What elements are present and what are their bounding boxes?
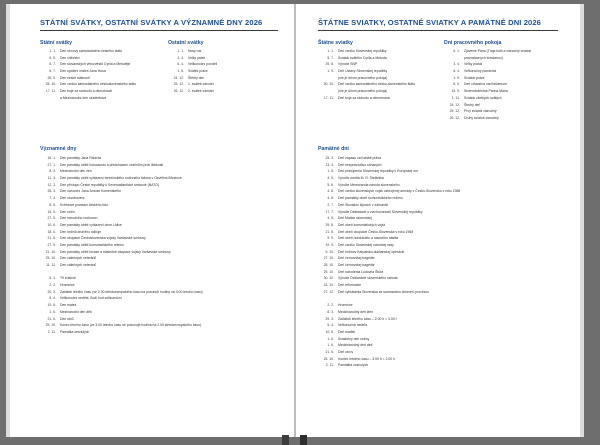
item-date: 4. 5.	[327, 176, 334, 181]
item-text: Den národního rozhovoru	[60, 216, 99, 221]
item-text: Velký pátek	[188, 55, 206, 60]
item-date: 1. 5.	[177, 69, 184, 74]
list-item	[444, 55, 570, 62]
list-item	[40, 175, 280, 182]
item-date: 18. 6.	[47, 229, 56, 234]
list-item	[318, 175, 568, 182]
item-text: 1. svátek vánoční	[188, 82, 215, 87]
list-item	[168, 68, 278, 75]
list-item	[318, 356, 568, 363]
item-text: Den hrdinů druhého odboje	[60, 229, 102, 234]
vyznamne-dny-heading: Významné dny	[40, 146, 77, 152]
list-item	[40, 229, 280, 236]
item-date: 1. 9.	[327, 69, 334, 74]
list-item	[318, 289, 568, 296]
list-item	[318, 68, 440, 75]
item-date: 13. 4.	[325, 162, 334, 167]
list-item	[40, 81, 166, 88]
item-text: a Mezinárodní den studentstva	[60, 95, 107, 100]
pamatne-dni-list	[318, 155, 568, 369]
item-date: 6. 10.	[325, 249, 334, 254]
list-item	[40, 242, 280, 249]
item-text: Medzinárodný deň žien	[338, 309, 374, 314]
item-date: 2. 11.	[47, 329, 56, 334]
list-item	[318, 302, 568, 309]
item-date: 21. 8.	[325, 229, 334, 234]
item-text: Deň matiek	[338, 329, 356, 334]
list-item	[40, 182, 280, 189]
item-text: Památka zesnulých	[60, 329, 90, 334]
left-page	[10, 4, 294, 437]
pamatne-dni-heading: Pamätné dni	[318, 146, 349, 152]
list-item	[444, 81, 570, 88]
item-date: 2. 2.	[49, 283, 56, 288]
list-item	[318, 55, 440, 62]
item-text: Den vítězství	[60, 55, 80, 60]
item-date: 21. 6.	[47, 316, 56, 321]
item-text: Pamiatka zosnulých	[338, 363, 369, 368]
list-item	[318, 162, 568, 169]
item-text: Výročie Deklarácie o zvrchovanosti Slovenskej republiky	[338, 209, 423, 214]
item-text: Deň černovskej tragédie	[338, 256, 375, 261]
list-item	[40, 309, 280, 316]
list-item	[318, 229, 568, 236]
list-item	[40, 155, 280, 162]
item-date: 27. 1.	[47, 162, 56, 167]
list-item	[318, 336, 568, 343]
item-date: 26. 12.	[173, 89, 184, 94]
item-date: 1. 5.	[327, 169, 334, 174]
item-text: Sedembolestná Panna Mária	[464, 89, 508, 94]
list-item	[318, 362, 568, 369]
item-date: 17. 11.	[323, 95, 334, 100]
item-date: 15. 9.	[451, 89, 460, 94]
item-date: 24. 12.	[449, 102, 460, 107]
item-text: Deň vzniku Slovenskej národnej rady	[338, 242, 394, 247]
item-date: 5. 4.	[327, 323, 334, 328]
item-text: Hromnice	[60, 283, 75, 288]
list-item	[318, 222, 568, 229]
item-text: Sviatok svätého Cyrila a Metoda	[338, 55, 387, 60]
list-item	[444, 115, 570, 122]
list-item	[318, 322, 568, 329]
item-date: 10. 6.	[47, 222, 56, 227]
item-text: Deň otcov	[338, 349, 354, 354]
item-text: Den matek	[60, 303, 77, 308]
statni-svatky-list	[40, 48, 166, 102]
list-item	[318, 329, 568, 336]
list-item	[444, 68, 570, 75]
item-date: 26. 12.	[449, 115, 460, 120]
item-text: Veľkonočný pondelok	[464, 69, 497, 74]
list-item	[318, 48, 440, 55]
list-item	[40, 215, 280, 222]
list-item	[40, 48, 166, 55]
list-item	[168, 61, 278, 68]
list-item	[40, 235, 280, 242]
item-date: 29. 8.	[325, 222, 334, 227]
item-date: 25. 10.	[45, 323, 56, 328]
left-title-rule	[40, 30, 278, 31]
item-text: Deň vzniku slovenských vojsk ozbrojenej armády v Česko-Slovensku v roku 1968	[338, 189, 461, 194]
item-text: Deň narodenia Ľudovíta Štúra	[338, 269, 384, 274]
list-item	[444, 102, 570, 109]
list-item	[40, 269, 280, 276]
list-item	[318, 75, 440, 82]
item-text: Den památky obětí vyhlazení obce Lidice	[60, 222, 122, 227]
item-text: Tři králové	[60, 276, 76, 281]
item-text: Den válečných veteránů	[60, 263, 97, 267]
item-text: Deň zápasu za ľudské práva	[338, 156, 382, 160]
item-date: 16. 1.	[47, 156, 56, 160]
list-item	[318, 88, 440, 95]
item-date: 24. 12.	[173, 75, 184, 80]
list-item	[40, 322, 280, 329]
item-text: Zjavenie Pána (Traja králi a vianočný sviatok	[464, 49, 532, 53]
list-item	[318, 81, 440, 88]
item-date: 10. 5.	[325, 329, 334, 334]
item-text: Začátek letního času (ve 2.00 středoevropského času na posunutí hodiny na 3.00 letního času)	[60, 289, 203, 294]
list-item	[318, 195, 568, 202]
item-date: 29. 10.	[323, 269, 334, 274]
vyznamne-dny-list	[40, 155, 280, 336]
item-date: 21. 10.	[45, 249, 56, 254]
item-date: 1. 1.	[177, 49, 184, 53]
right-page-title: ŠTÁTNE SVIATKY, OSTATNÉ SVIATKY A PAMÄTNÉ DNI 2026	[318, 18, 541, 27]
item-date: 6. 5.	[49, 55, 56, 60]
list-item	[40, 75, 166, 82]
item-date: 28. 3.	[47, 189, 56, 194]
list-item	[444, 75, 570, 82]
list-item	[318, 155, 568, 162]
item-text: Svátek práce	[188, 69, 208, 74]
item-date: 1. 1.	[327, 49, 334, 53]
item-text: (nie je dňom pracovného pokoja)	[338, 75, 388, 80]
item-date: 3. 4.	[453, 62, 460, 67]
list-item	[40, 316, 280, 323]
list-item	[40, 295, 280, 302]
left-page-title: STÁTNÍ SVÁTKY, OSTATNÍ SVÁTKY A VÝZNAMNÉ DNY 2026	[40, 18, 263, 27]
item-date: 1. 11.	[451, 95, 460, 100]
list-item	[318, 295, 568, 302]
item-date: 11. 11.	[46, 263, 56, 267]
item-text: Mezinárodní den dětí	[60, 309, 92, 314]
item-text: Den památky obětí vyhlazení terezínského rodinného tábora v Osvětimi-Březince	[60, 176, 182, 181]
list-item	[40, 162, 280, 169]
item-date: 4. 8.	[327, 196, 334, 201]
list-item	[444, 108, 570, 115]
list-item	[168, 81, 278, 88]
item-text: Deň vzniku Slovenskej republiky	[338, 49, 387, 53]
item-text: Sviatočný deň rodiny	[338, 336, 370, 341]
item-text: Deň obetí komunistických vojsk	[338, 222, 386, 227]
item-text: Den slovanských věrozvěstů Cyrila a Metoděje	[60, 62, 131, 67]
item-text: Den vzniku samostatného československého státu	[60, 82, 136, 87]
item-date: 12. 3.	[47, 182, 56, 187]
item-date: 27. 10.	[323, 256, 334, 261]
item-text: Deň Ústavy Slovenskej republiky	[338, 69, 388, 74]
item-date: 2. 2.	[327, 303, 334, 308]
list-item	[318, 249, 568, 256]
item-text: Výročie Memoranda národa slovenského	[338, 182, 400, 187]
list-item	[168, 55, 278, 62]
item-text: Den narození Jana Ámose Komenského	[60, 189, 121, 194]
item-date	[318, 295, 338, 302]
item-text: Den památky obětí komunistického režimu	[60, 242, 124, 247]
list-item	[40, 302, 280, 309]
list-item	[318, 349, 568, 356]
item-text: Nový rok	[188, 49, 202, 53]
list-item	[40, 95, 166, 102]
item-text: Deň pamiatky obetí komunistického režimu	[338, 196, 403, 201]
item-date: 25. 3.	[325, 156, 334, 160]
list-item	[318, 316, 568, 323]
item-date: 1. 6.	[327, 343, 334, 348]
right-title-rule	[318, 30, 558, 31]
item-date: 30. 10.	[323, 82, 334, 87]
item-text: Deň nespravodlivo stíhaných	[338, 162, 382, 167]
statni-svatky-heading: Státní svátky	[40, 40, 73, 46]
statne-sviatky-list	[318, 48, 440, 102]
list-item	[444, 95, 570, 102]
item-date: 19. 9.	[325, 242, 334, 247]
item-date: 27. 12.	[323, 289, 334, 294]
item-text: Mezinárodní den žen	[60, 169, 92, 174]
item-date: 17. 7.	[325, 209, 334, 214]
item-text: Velikonoční neděle, Boží hod velikonoční	[60, 296, 122, 301]
item-text: Deň boja za slobodu a demokraciu	[338, 95, 391, 100]
item-text: Květnové povstání českého lidu	[60, 202, 108, 207]
list-item	[318, 282, 568, 289]
item-text: Velikonoční pondělí	[188, 62, 218, 67]
item-text: Den památky obětí holocaustu a předcházení zločinům proti lidskosti	[60, 162, 164, 167]
list-item	[40, 275, 280, 282]
item-text: Deň víťazstva nad fašizmom	[464, 82, 507, 87]
list-item	[168, 75, 278, 82]
item-text: Deň hrdinov Karpatsko-duklianskej operácie	[338, 249, 405, 254]
item-date: 1. 5.	[453, 75, 460, 80]
item-text: Štedrý deň	[464, 102, 481, 107]
item-date: 29. 8.	[325, 62, 334, 67]
list-item	[40, 262, 280, 269]
item-text: Deň reformácie	[338, 283, 362, 288]
item-date: 1. 1.	[49, 49, 56, 53]
list-item	[444, 61, 570, 68]
item-text: Den obnovy samostatného českého státu	[60, 49, 123, 53]
item-date: 2. 7.	[327, 202, 334, 207]
item-date: 11. 3.	[47, 176, 56, 181]
item-date: 2. 11.	[325, 363, 334, 368]
item-text: Deň vyhlásenia Slovenska za samostatnú cirkevnú provinciu	[338, 289, 429, 294]
item-date: 6. 4.	[453, 69, 460, 74]
list-item	[318, 309, 568, 316]
item-date: 1. 6.	[49, 309, 56, 314]
bookmark-ribbon	[282, 435, 289, 445]
item-text: (nie je dňom pracovného pokoja)	[338, 89, 388, 94]
item-text: Začiatok letného času – 2.00 h = 3.00 h	[338, 316, 398, 321]
item-date	[318, 75, 338, 82]
item-text: Den upálení mistra Jana Husa	[60, 69, 106, 74]
item-date: 15. 5.	[47, 209, 56, 214]
item-text: Den válečných veteránů	[60, 256, 97, 261]
item-text: Den památky obětí invaze a následné okupace vojsky Varšavské smlouvy	[60, 249, 171, 254]
item-text: Konec letního času (ve 3.00 letního času se posunuje hodina na 2.00 středoevropského času)	[60, 323, 201, 328]
item-date: 20. 3.	[47, 289, 56, 294]
item-date: 4. 8.	[327, 189, 334, 194]
item-date: 5. 6.	[327, 182, 334, 187]
item-date: 27. 9.	[47, 242, 56, 247]
item-date	[318, 88, 338, 95]
list-item	[318, 235, 568, 242]
list-item	[444, 88, 570, 95]
item-text: Sviatok práce	[464, 75, 485, 80]
ostatni-svatky-heading: Ostatní svátky	[168, 40, 204, 46]
list-item	[318, 275, 568, 282]
item-date	[444, 55, 464, 62]
list-item	[318, 168, 568, 175]
item-date: 7. 4.	[49, 196, 56, 201]
item-text: Prvý sviatok vianočný	[464, 109, 497, 114]
list-item	[168, 48, 278, 55]
item-text: Den otců	[60, 316, 74, 321]
list-item	[40, 195, 280, 202]
item-date: 8. 3.	[327, 309, 334, 314]
list-item	[318, 242, 568, 249]
item-date: 5. 7.	[327, 55, 334, 60]
list-item	[40, 222, 280, 229]
item-date: 10. 5.	[47, 303, 56, 308]
item-date: 27. 5.	[47, 216, 56, 221]
item-text: Výročie SNP	[338, 62, 358, 67]
item-date: 9. 9.	[327, 236, 334, 241]
statne-sviatky-heading: Štátne sviatky	[318, 40, 353, 46]
item-date: 6. 4.	[177, 62, 184, 67]
item-text: Druhý sviatok vianočný	[464, 115, 499, 120]
list-item	[318, 262, 568, 269]
item-date: 8. 3.	[49, 169, 56, 174]
item-text: Deň černovskej tragédie	[338, 263, 375, 267]
list-item	[40, 255, 280, 262]
item-date: 1. 6.	[327, 336, 334, 341]
item-text: Deň obetí okupácie Česko-Slovenska v roku 1968	[338, 229, 414, 234]
item-date: 6. 1.	[49, 276, 56, 281]
list-item	[318, 188, 568, 195]
item-text: Deň pristúpenia Slovenskej republiky k Európskej únii	[338, 169, 419, 174]
right-page	[296, 4, 580, 437]
list-item	[318, 209, 568, 216]
item-text: Deň vzniku samostatného česko-slovenského štátu	[338, 82, 416, 87]
item-text: Výročie úmrtia M. R. Štefánika	[338, 176, 384, 181]
item-date: 29. 3.	[325, 316, 334, 321]
item-text: Den památky Jana Palacha	[60, 156, 102, 160]
list-item	[318, 182, 568, 189]
item-date: 6. 7.	[49, 69, 56, 74]
list-item	[40, 282, 280, 289]
item-date: 8. 5.	[453, 82, 460, 87]
item-text: Medzinárodný deň detí	[338, 343, 373, 348]
list-item	[168, 88, 278, 95]
item-text: pravoslávnych kresťanov)	[464, 55, 503, 60]
list-item	[40, 55, 166, 62]
item-date: 31. 10.	[323, 283, 334, 288]
item-text: Hromnice	[338, 303, 353, 308]
list-item	[40, 61, 166, 68]
item-text: Veľkonočná nedeľa	[338, 323, 368, 328]
item-date: 28. 10.	[45, 82, 56, 87]
dni-pracovneho-pokoja-heading: Dni pracovného pokoja	[444, 40, 502, 46]
list-item	[318, 215, 568, 222]
item-date: 30. 10.	[323, 276, 334, 281]
item-text: 2. svátek vánoční	[188, 89, 215, 94]
item-text: Deň Slovákov žijúcich v zahraničí	[338, 202, 389, 207]
item-text: Den osvobození	[60, 196, 85, 201]
list-item	[40, 202, 280, 209]
item-text: Den rodin	[60, 209, 75, 214]
item-date: 28. 10.	[323, 263, 334, 267]
list-item	[40, 188, 280, 195]
list-item	[318, 269, 568, 276]
item-date: 5. 4.	[49, 296, 56, 301]
list-item	[318, 202, 568, 209]
item-date	[40, 269, 60, 276]
item-date: 3. 4.	[177, 55, 184, 60]
item-date: 5. 7.	[49, 62, 56, 67]
bookmark-ribbon	[300, 435, 307, 445]
item-date: 21. 6.	[325, 349, 334, 354]
item-text: Štědrý den	[188, 75, 205, 80]
item-text: Deň obetí holokaustu a rasového násilia	[338, 236, 399, 241]
item-text: Výročie Deklarácie slovenského národa	[338, 276, 398, 281]
item-text: Den okupace Československa vojsky Varšavské smlouvy	[60, 236, 146, 241]
list-item	[40, 68, 166, 75]
item-text: Sviatok všetkých svätých	[464, 95, 502, 100]
item-date: 25. 10.	[45, 256, 56, 261]
list-item	[40, 88, 166, 95]
item-date: 25. 10.	[323, 356, 334, 361]
dni-pracovneho-pokoja-list	[444, 48, 570, 122]
list-item	[444, 48, 570, 55]
item-text: Den boje za svobodu a demokracii	[60, 89, 113, 94]
item-date: 4. 8.	[327, 216, 334, 221]
list-item	[318, 255, 568, 262]
item-date: 17. 11.	[45, 89, 56, 94]
list-item	[40, 329, 280, 336]
list-item	[40, 289, 280, 296]
item-date	[40, 95, 60, 102]
item-date: 6. 1.	[453, 49, 460, 53]
item-text: Veľký piatok	[464, 62, 483, 67]
item-text: Den české státnosti	[60, 75, 90, 80]
ostatni-svatky-list	[168, 48, 278, 95]
item-text: Koniec letného času – 3.00 h = 2.00 h	[338, 356, 396, 361]
list-item	[40, 168, 280, 175]
list-item	[40, 209, 280, 216]
list-item	[318, 61, 440, 68]
item-date: 25. 12.	[449, 109, 460, 114]
item-date: 25. 12.	[173, 82, 184, 87]
list-item	[40, 249, 280, 256]
list-item	[318, 342, 568, 349]
item-text: Deň Matice slovenskej	[338, 216, 372, 221]
list-item	[318, 95, 440, 102]
item-date: 21. 8.	[47, 236, 56, 241]
item-date: 28. 9.	[47, 75, 56, 80]
item-text: Den přístupu České republiky k Severoatlantické smlouvě (NATO)	[60, 182, 159, 187]
item-date: 5. 5.	[49, 202, 56, 207]
